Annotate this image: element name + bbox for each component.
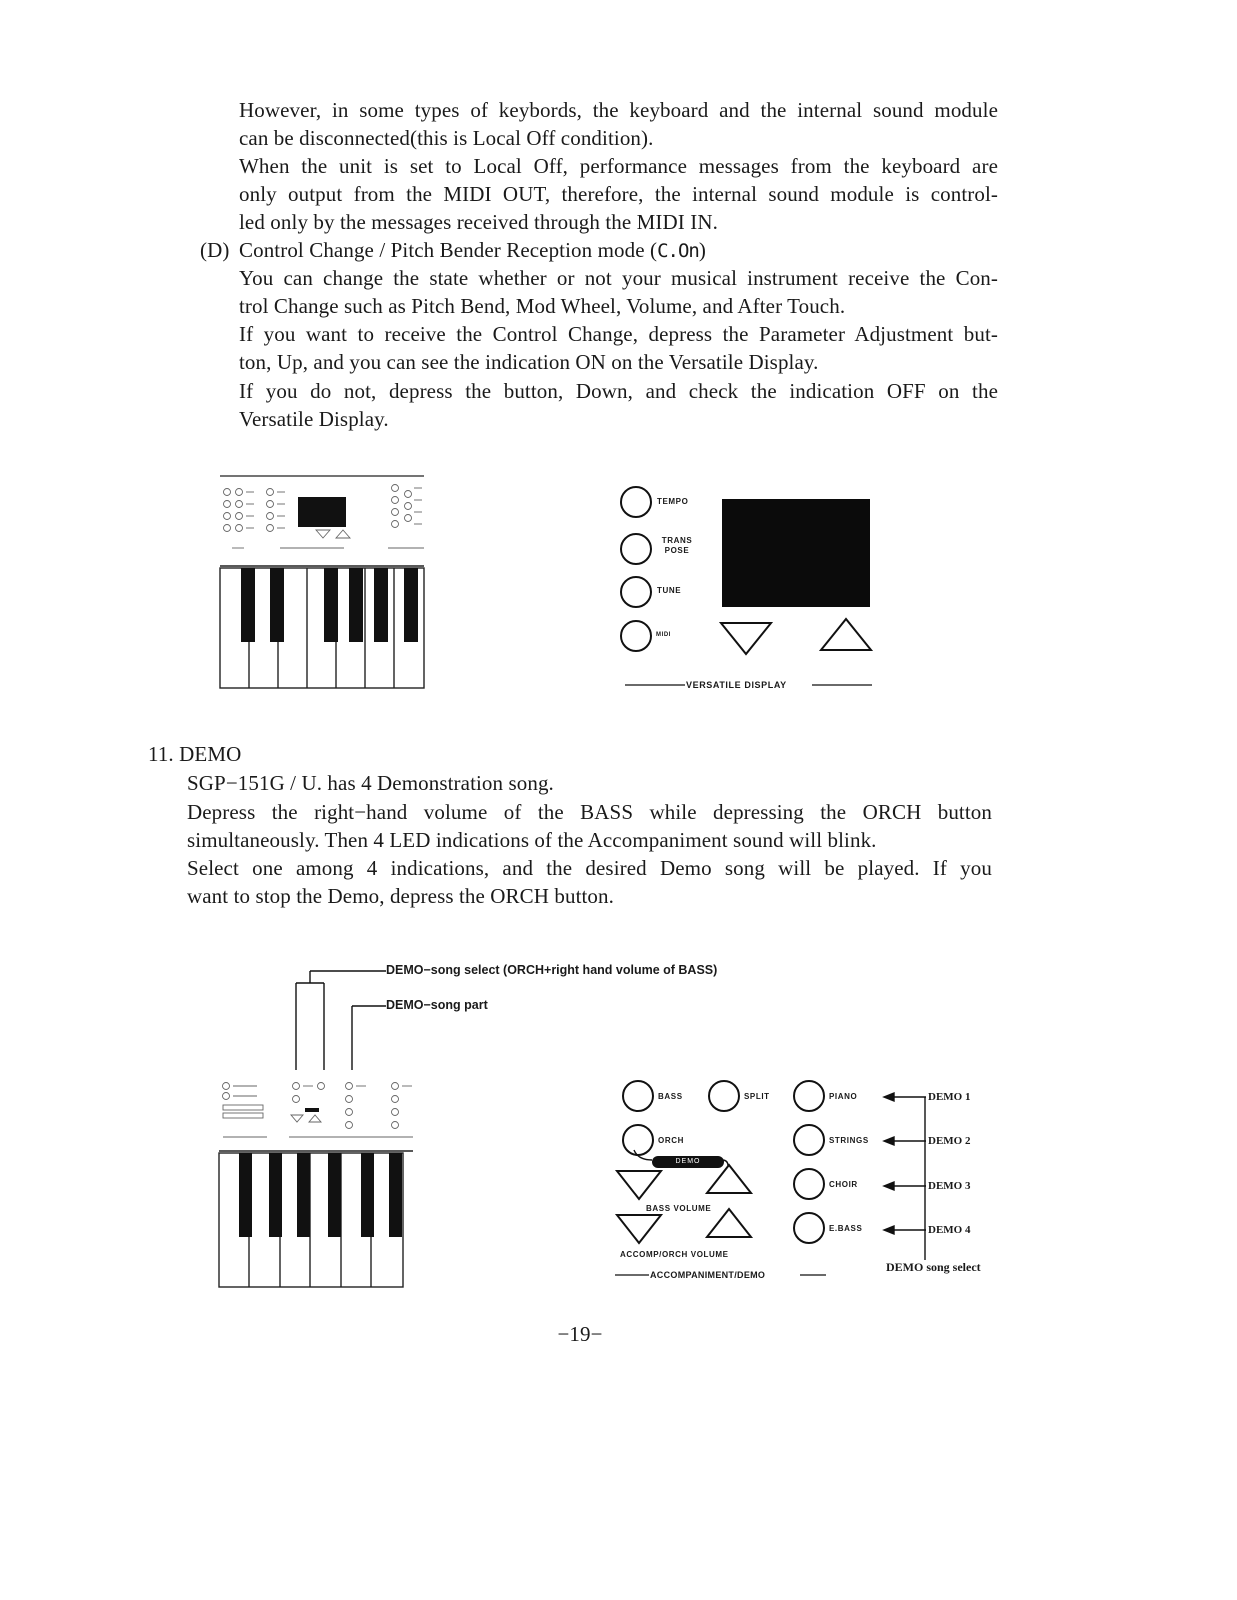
paragraph-line: If you want to receive the Control Change, depress the Parameter Adjustment but- (239, 322, 998, 346)
section-title: 11. DEMO (148, 742, 242, 766)
caption-rule-right (812, 683, 872, 687)
choir-button[interactable] (793, 1168, 825, 1200)
split-button[interactable] (708, 1080, 740, 1112)
callout-lines (290, 965, 410, 1075)
accomp-caption-rule-right (800, 1273, 826, 1277)
versatile-display-caption: VERSATILE DISPLAY (686, 680, 787, 690)
heading-close: ) (698, 238, 706, 262)
callout-song-part: DEMO−song part (386, 998, 488, 1012)
paragraph-line: trol Change such as Pitch Bend, Mod Wheel, Volume, and After Touch. (239, 294, 846, 318)
orch-label: ORCH (658, 1136, 684, 1145)
down-triangle-icon[interactable] (718, 620, 774, 660)
midi-label: MIDI (656, 632, 672, 638)
bass-button[interactable] (622, 1080, 654, 1112)
accomp-caption-rule-left (615, 1273, 649, 1277)
accomp-volume-up-icon[interactable] (704, 1206, 754, 1242)
caption-rule-left (625, 683, 685, 687)
ebass-button[interactable] (793, 1212, 825, 1244)
paragraph-line: Depress the right−hand volume of the BASS while depressing the ORCH button (187, 800, 992, 824)
paragraph-line: SGP−151G / U. has 4 Demonstration song. (187, 771, 554, 795)
paragraph-line: only output from the MIDI OUT, therefore, the internal sound module is control- (239, 182, 998, 206)
paragraph-line: You can change the state whether or not your musical instrument receive the Con- (239, 266, 998, 290)
callout-song-select: DEMO−song select (ORCH+right hand volume of BASS) (386, 963, 718, 977)
strings-button[interactable] (793, 1124, 825, 1156)
demo-4-label: DEMO 4 (928, 1224, 971, 1236)
accomp-volume-label: ACCOMP/ORCH VOLUME (620, 1250, 729, 1259)
transpose-button[interactable] (620, 533, 652, 565)
versatile-display-screen (722, 499, 870, 607)
demo-1-label: DEMO 1 (928, 1091, 971, 1103)
demo-3-label: DEMO 3 (928, 1180, 971, 1192)
paragraph-line: can be disconnected(this is Local Off condition). (239, 126, 654, 150)
demo-2-label: DEMO 2 (928, 1135, 971, 1147)
paragraph-line: If you do not, depress the button, Down, and check the indication OFF on the (239, 379, 998, 403)
heading-text: Control Change / Pitch Bender Reception mode ( (239, 238, 658, 262)
bass-volume-up-icon[interactable] (704, 1162, 754, 1198)
choir-label: CHOIR (829, 1180, 858, 1189)
split-label: SPLIT (744, 1092, 770, 1101)
strings-label: STRINGS (829, 1136, 869, 1145)
paragraph-line: However, in some types of keybords, the keyboard and the internal sound module (239, 98, 998, 122)
ebass-label: E.BASS (829, 1224, 863, 1233)
section-heading (239, 236, 998, 265)
bass-label: BASS (658, 1092, 683, 1101)
bass-volume-down-icon[interactable] (614, 1168, 664, 1204)
midi-button[interactable] (620, 620, 652, 652)
paragraph-line: When the unit is set to Local Off, performance messages from the keyboard are (239, 154, 998, 178)
paragraph-line: Versatile Display. (239, 407, 389, 431)
bass-volume-label: BASS VOLUME (646, 1204, 712, 1213)
paragraph-line: want to stop the Demo, depress the ORCH button. (187, 884, 614, 908)
keyboard-thumbnail-2 (217, 1075, 417, 1290)
display-code: C.On (657, 240, 699, 262)
paragraph-line: Select one among 4 indications, and the desired Demo song will be played. If you (187, 856, 992, 880)
up-triangle-icon[interactable] (818, 616, 874, 656)
piano-label: PIANO (829, 1092, 858, 1101)
demo-song-select-label: DEMO song select (886, 1260, 981, 1274)
tune-button[interactable] (620, 576, 652, 608)
keyboard-thumbnail-1 (218, 472, 428, 692)
page-number: −19− (557, 1322, 603, 1346)
paragraph-line: simultaneously. Then 4 LED indications of the Accompaniment sound will blink. (187, 828, 877, 852)
piano-button[interactable] (793, 1080, 825, 1112)
accomp-volume-down-icon[interactable] (614, 1212, 664, 1248)
paragraph-line: led only by the messages received through the MIDI IN. (239, 210, 718, 234)
tempo-label: TEMPO (657, 497, 689, 506)
transpose-label: TRANS POSE (661, 536, 693, 555)
tune-label: TUNE (657, 586, 682, 595)
demo-tag-label: DEMO (675, 1158, 701, 1165)
accompaniment-demo-caption: ACCOMPANIMENT/DEMO (650, 1270, 766, 1280)
section-marker: (D) (200, 238, 230, 262)
paragraph-line: ton, Up, and you can see the indication ON on the Versatile Display. (239, 350, 819, 374)
tempo-button[interactable] (620, 486, 652, 518)
demo-select-bracket (880, 1088, 940, 1263)
